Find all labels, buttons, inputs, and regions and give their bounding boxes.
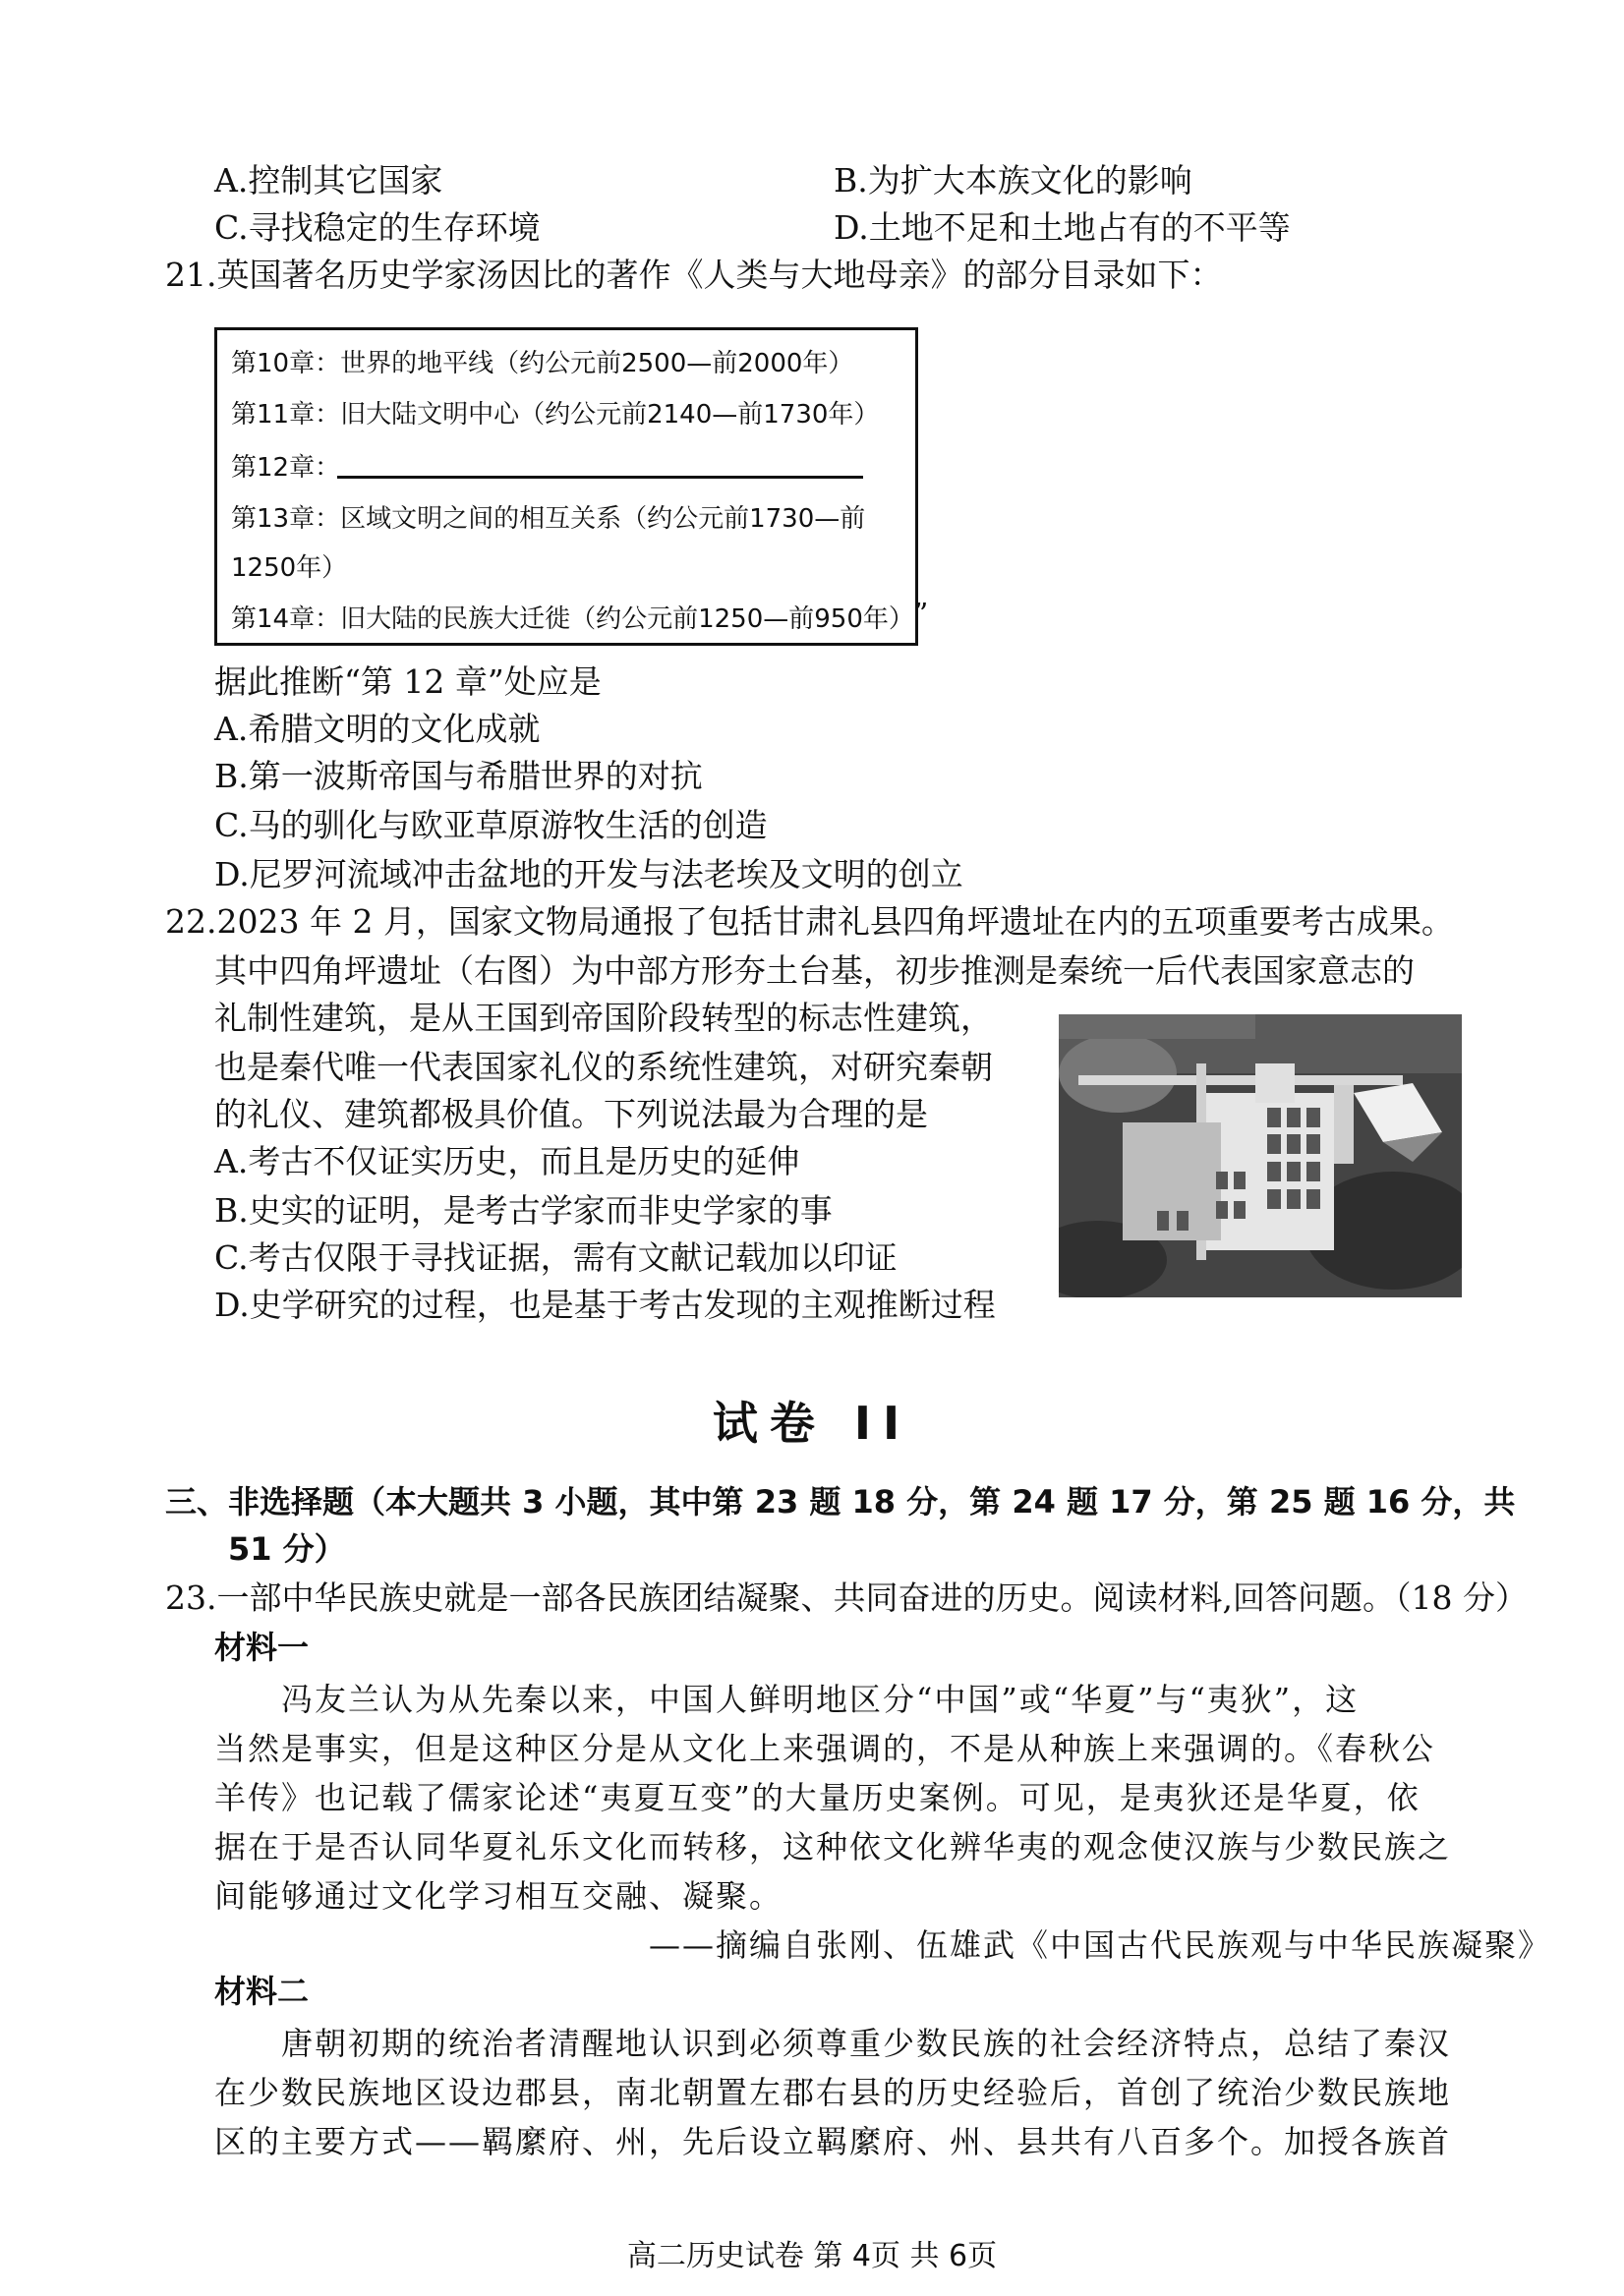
material-2-line-2: 在少数民族地区设边郡县，南北朝置左郡右县的历史经验后，首创了统治少数民族地 xyxy=(214,2074,1452,2111)
material-1-line-5: 间能够通过文化学习相互交融、凝聚。 xyxy=(214,1877,783,1915)
toc-close-quote: ” xyxy=(913,598,929,632)
material-1-source: ——摘编自张刚、伍雄武《中国古代民族观与中华民族凝聚》 xyxy=(649,1926,1552,1964)
toc-chapter-14: 第14章：旧大陆的民族大迁徙（约公元前1250—前950年） xyxy=(231,604,914,634)
q21-stem: 21.英国著名历史学家汤因比的著作《人类与大地母亲》的部分目录如下： xyxy=(165,256,1223,294)
q23-stem: 23.一部中华民族史就是一部各民族团结凝聚、共同奋进的历史。阅读材料,回答问题。（18 分） xyxy=(165,1578,1528,1617)
table-of-contents-box xyxy=(214,327,929,646)
q22-line-5: 的礼仪、建筑都极具价值。下列说法最为合理的是 xyxy=(214,1095,928,1133)
q22-option-d: D.史学研究的过程，也是基于考古发现的主观推断过程 xyxy=(214,1286,996,1324)
material-1-label: 材料一 xyxy=(214,1629,310,1666)
material-2-label: 材料二 xyxy=(214,1973,310,2010)
q22-line-1: 22.2023 年 2 月，国家文物局通报了包括甘肃礼县四角坪遗址在内的五项重要考古成果。 xyxy=(165,902,1454,941)
paper-2-title: 试卷 II xyxy=(712,1397,912,1450)
material-1-line-1: 冯友兰认为从先秦以来，中国人鲜明地区分“中国”或“华夏”与“夷狄”，这 xyxy=(281,1681,1360,1718)
toc-chapter-12-blank xyxy=(337,476,863,479)
q20-option-d: D.土地不足和土地占有的不平等 xyxy=(834,208,1291,247)
material-1-line-4: 据在于是否认同华夏礼乐文化而转移，这种依文化辨华夷的观念使汉族与少数民族之 xyxy=(214,1828,1452,1866)
toc-chapter-11: 第11章：旧大陆文明中心（约公元前2140—前1730年） xyxy=(231,400,880,430)
q22-line-3: 礼制性建筑，是从王国到帝国阶段转型的标志性建筑， xyxy=(214,999,993,1037)
q21-option-d: D.尼罗河流域冲击盆地的开发与法老埃及文明的创立 xyxy=(214,855,963,893)
q20-option-b: B.为扩大本族文化的影响 xyxy=(834,161,1192,200)
q22-line-2: 其中四角坪遗址（右图）为中部方形夯土台基，初步推测是秦统一后代表国家意志的 xyxy=(214,951,1415,990)
material-2-line-3: 区的主要方式——羁縻府、州，先后设立羁縻府、州、县共有八百多个。加授各族首 xyxy=(214,2123,1452,2160)
page-footer: 高二历史试卷 第 4页 共 6页 xyxy=(626,2239,998,2273)
q20-option-a: A.控制其它国家 xyxy=(214,161,443,200)
section-3-heading-line1: 三、非选择题（本大题共 3 小题，其中第 23 题 18 分，第 24 题 17 分，第 25 题 16 分，共 xyxy=(165,1483,1516,1521)
toc-chapter-10: 第10章：世界的地平线（约公元前2500—前2000年） xyxy=(231,349,854,378)
q22-option-b: B.史实的证明，是考古学家而非史学家的事 xyxy=(214,1191,833,1230)
q22-option-c: C.考古仅限于寻找证据，需有文献记载加以印证 xyxy=(214,1238,898,1277)
q21-option-c: C.马的驯化与欧亚草原游牧生活的创造 xyxy=(214,806,768,844)
section-3-heading-line2: 51 分） xyxy=(228,1530,346,1568)
archaeological-site-aerial-photo xyxy=(1059,1014,1462,1297)
q21-option-a: A.希腊文明的文化成就 xyxy=(214,710,541,748)
toc-chapter-13-line2: 1250年） xyxy=(231,553,348,583)
q20-option-c: C.寻找稳定的生存环境 xyxy=(214,208,541,247)
material-1-line-3: 羊传》也记载了儒家论述“夷夏互变”的大量历史案例。可见，是夷狄还是华夏，依 xyxy=(214,1779,1421,1816)
material-2-line-1: 唐朝初期的统治者清醒地认识到必须尊重少数民族的社会经济特点，总结了秦汉 xyxy=(281,2025,1452,2062)
q21-question: 据此推断“第 12 章”处应是 xyxy=(214,662,602,701)
q21-option-b: B.第一波斯帝国与希腊世界的对抗 xyxy=(214,757,703,795)
q22-option-a: A.考古不仅证实历史，而且是历史的延伸 xyxy=(214,1142,800,1180)
material-1-line-2: 当然是事实，但是这种区分是从文化上来强调的，不是从种族上来强调的。《春秋公 xyxy=(214,1730,1436,1767)
q22-line-4: 也是秦代唯一代表国家礼仪的系统性建筑，对研究秦朝 xyxy=(214,1048,993,1086)
toc-chapter-13-line1: 第13章：区域文明之间的相互关系（约公元前1730—前 xyxy=(231,504,866,534)
toc-chapter-12: 第12章： xyxy=(231,453,341,483)
